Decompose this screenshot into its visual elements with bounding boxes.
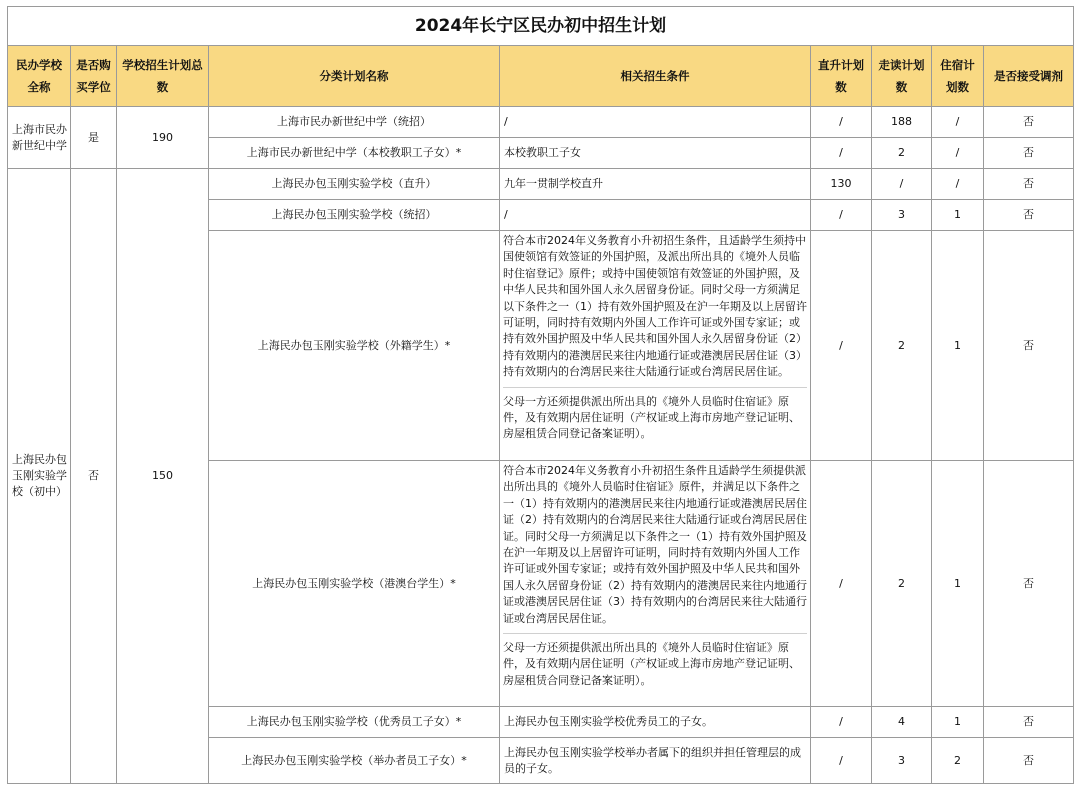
divider bbox=[503, 633, 807, 634]
school-name: 上海民办包玉刚实验学校（初中） bbox=[8, 169, 71, 784]
header-day: 走读计划数 bbox=[872, 46, 932, 107]
category-name: 上海民办包玉刚实验学校（港澳台学生）* bbox=[209, 461, 500, 707]
direct-value: 130 bbox=[811, 169, 872, 200]
conditions-cell bbox=[500, 461, 811, 707]
day-value: 2 bbox=[872, 231, 932, 461]
header-adjust: 是否接受调剂 bbox=[984, 46, 1074, 107]
header-row bbox=[8, 46, 1074, 107]
header-school: 民办学校全称 bbox=[8, 46, 71, 107]
conditions-text: 符合本市2024年义务教育小升初招生条件且适龄学生须提供派出所出具的《境外人员临时住宿证》原件，并满足以下条件之一（1）持有效期内的港澳居民来往内地通行证或港澳居民居住证（2）持有效期内的台湾居民来往大陆通行证或台湾居民居住证。同时父母一方须满足以下条件之一（1）持有效外国护照及在沪一年期及以上居留许可证明，同时持有效期内外国人工作许可证或外国专家证；或持有效外国护照及中华人民共和国外国人永久居留身份证（2）持有效期内的港澳居民来往内地通行证或港澳居民居住证（3）持有效期内的台湾居民来往大陆通行证或台湾居民居住证。 bbox=[503, 464, 807, 625]
day-value: 2 bbox=[872, 138, 932, 169]
conditions-text: 上海民办包玉刚实验学校优秀员工的子女。 bbox=[500, 707, 811, 738]
table-row bbox=[8, 169, 1074, 200]
conditions-text: 本校教职工子女 bbox=[500, 138, 811, 169]
conditions-text: 符合本市2024年义务教育小升初招生条件，且适龄学生须持中国使领馆有效签证的外国护照，及派出所出具的《境外人员临时住宿登记》原件；或持中国使领馆有效签证的外国护照，及中华人民共和国外国人永久居留身份证。同时父母一方须满足以下条件之一（1）持有效外国护照及在沪一年期及以上居留许可证明，同时持有效期内外国人工作许可证或外国专家证；或持有效外国护照及中华人民共和国外国人永久居留身份证（2）持有效期内的港澳居民来往内地通行证或港澳居民居住证（3）持有效期内的台湾居民来往大陆通行证或台湾居民居住证。 bbox=[503, 234, 807, 379]
category-name: 上海市民办新世纪中学（统招） bbox=[209, 107, 500, 138]
boarding-value: / bbox=[932, 169, 984, 200]
adjust-value: 否 bbox=[984, 707, 1074, 738]
header-boarding: 住宿计划数 bbox=[932, 46, 984, 107]
adjust-value: 否 bbox=[984, 200, 1074, 231]
header-conditions: 相关招生条件 bbox=[500, 46, 811, 107]
adjust-value: 否 bbox=[984, 461, 1074, 707]
category-name: 上海市民办新世纪中学（本校教职工子女）* bbox=[209, 138, 500, 169]
category-name: 上海民办包玉刚实验学校（外籍学生）* bbox=[209, 231, 500, 461]
table-row bbox=[8, 107, 1074, 138]
page-title: 2024年长宁区民办初中招生计划 bbox=[8, 7, 1074, 46]
category-name: 上海民办包玉刚实验学校（举办者员工子女）* bbox=[209, 738, 500, 784]
boarding-value: 1 bbox=[932, 231, 984, 461]
day-value: 188 bbox=[872, 107, 932, 138]
header-total: 学校招生计划总数 bbox=[117, 46, 209, 107]
boarding-value: / bbox=[932, 107, 984, 138]
day-value: / bbox=[872, 169, 932, 200]
boarding-value: / bbox=[932, 138, 984, 169]
total-value: 190 bbox=[117, 107, 209, 169]
day-value: 4 bbox=[872, 707, 932, 738]
direct-value: / bbox=[811, 138, 872, 169]
boarding-value: 2 bbox=[932, 738, 984, 784]
direct-value: / bbox=[811, 107, 872, 138]
boarding-value: 1 bbox=[932, 707, 984, 738]
divider bbox=[503, 387, 807, 388]
direct-value: / bbox=[811, 200, 872, 231]
buy-seat-value: 是 bbox=[71, 107, 117, 169]
adjust-value: 否 bbox=[984, 738, 1074, 784]
category-name: 上海民办包玉刚实验学校（统招） bbox=[209, 200, 500, 231]
conditions-text: / bbox=[500, 200, 811, 231]
school-name: 上海市民办新世纪中学 bbox=[8, 107, 71, 169]
enrollment-plan-document bbox=[7, 6, 1073, 784]
direct-value: / bbox=[811, 738, 872, 784]
category-name: 上海民办包玉刚实验学校（直升） bbox=[209, 169, 500, 200]
enrollment-plan-table bbox=[7, 6, 1074, 784]
direct-value: / bbox=[811, 461, 872, 707]
header-category: 分类计划名称 bbox=[209, 46, 500, 107]
day-value: 3 bbox=[872, 200, 932, 231]
header-direct: 直升计划数 bbox=[811, 46, 872, 107]
total-value: 150 bbox=[117, 169, 209, 784]
day-value: 2 bbox=[872, 461, 932, 707]
boarding-value: 1 bbox=[932, 200, 984, 231]
boarding-value: 1 bbox=[932, 461, 984, 707]
direct-value: / bbox=[811, 707, 872, 738]
adjust-value: 否 bbox=[984, 169, 1074, 200]
day-value: 3 bbox=[872, 738, 932, 784]
buy-seat-value: 否 bbox=[71, 169, 117, 784]
adjust-value: 否 bbox=[984, 138, 1074, 169]
adjust-value: 否 bbox=[984, 107, 1074, 138]
conditions-text: 上海民办包玉刚实验学校举办者属下的组织并担任管理层的成员的子女。 bbox=[500, 738, 811, 784]
category-name: 上海民办包玉刚实验学校（优秀员工子女）* bbox=[209, 707, 500, 738]
conditions-text: 九年一贯制学校直升 bbox=[500, 169, 811, 200]
direct-value: / bbox=[811, 231, 872, 461]
adjust-value: 否 bbox=[984, 231, 1074, 461]
conditions-text: / bbox=[500, 107, 811, 138]
conditions-cell bbox=[500, 231, 811, 461]
header-buy-seat: 是否购买学位 bbox=[71, 46, 117, 107]
conditions-text: 父母一方还须提供派出所出具的《境外人员临时住宿证》原件，及有效期内居住证明（产权证或上海市房地产登记证明、房屋租赁合同登记备案证明）。 bbox=[503, 641, 800, 687]
conditions-text: 父母一方还须提供派出所出具的《境外人员临时住宿证》原件，及有效期内居住证明（产权证或上海市房地产登记证明、房屋租赁合同登记备案证明）。 bbox=[503, 394, 800, 441]
